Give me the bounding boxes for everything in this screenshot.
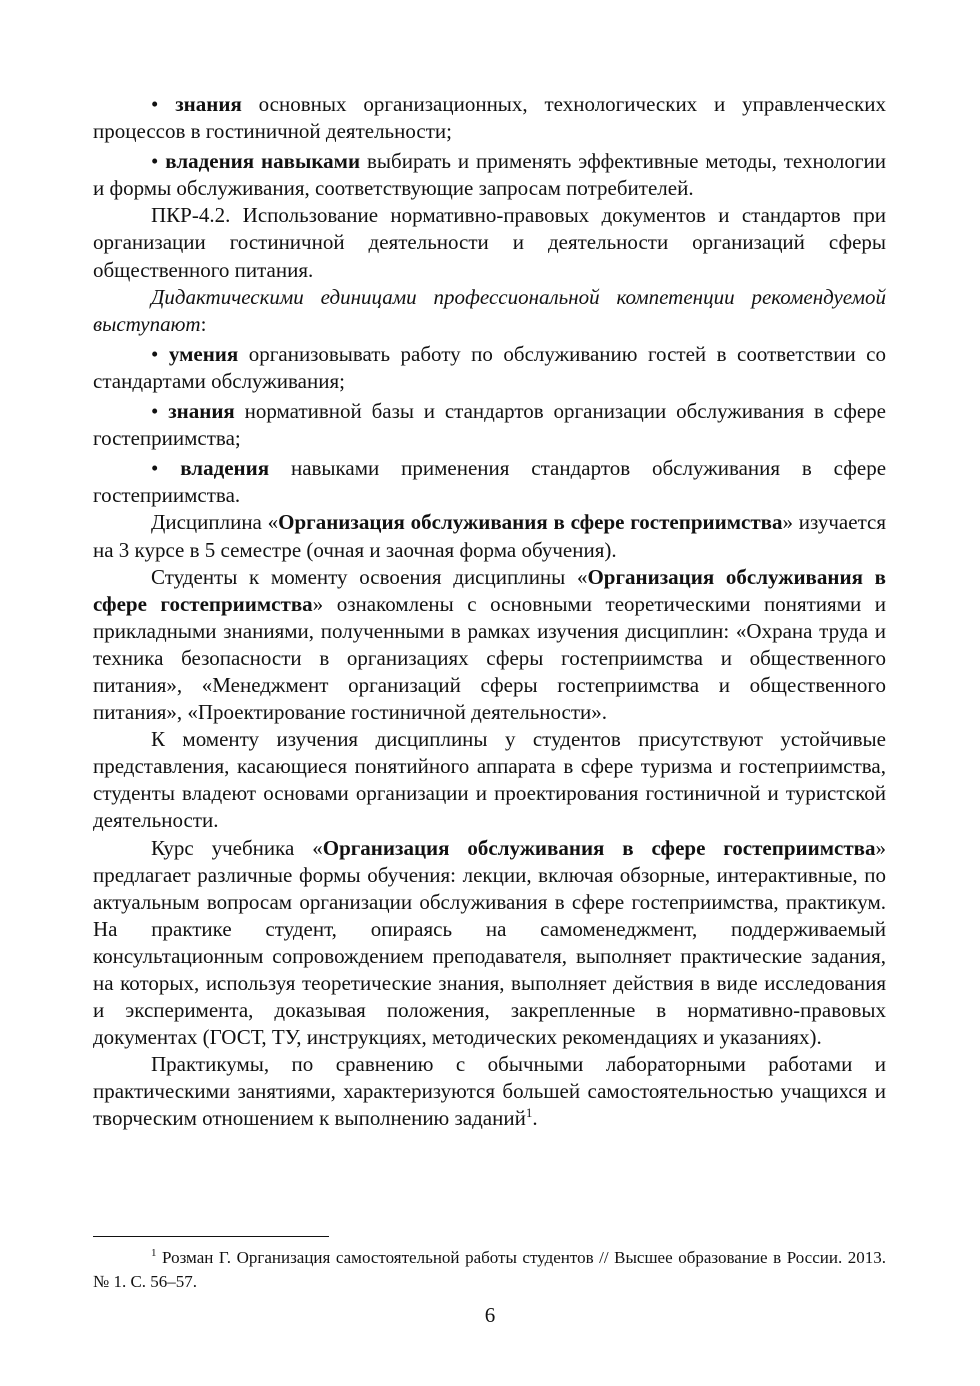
paragraph-students — [93, 564, 886, 727]
bullet-icon: • — [151, 341, 159, 366]
paragraph-text: К моменту изучения дисциплины у студентов присутствуют устойчивые представления, касающиеся понятийного аппарата в сфере туризма и гостеприимства, студенты владеют основами организации и проектирования гостиничной и туристской деятельности. — [93, 727, 886, 833]
paragraph-text: навыками применения стандартов обслуживания в сфере гостеприимства. — [93, 456, 887, 508]
bold-term: знания — [175, 92, 242, 116]
paragraph-bullet-mastery — [93, 455, 886, 509]
paragraph-bullet-knowledge-base — [93, 398, 886, 452]
paragraph-text: » изучается на 3 курсе в 5 семестре (очная и заочная форма обучения). — [93, 510, 886, 562]
bold-term: владения — [180, 456, 270, 481]
bold-term: владения навыками — [165, 149, 361, 174]
paragraph-practicums — [93, 1051, 886, 1132]
paragraph-text: Дисциплина « — [151, 510, 279, 535]
bullet-icon: • — [151, 92, 159, 116]
footnote-reference: 1 — [525, 1105, 533, 1121]
paragraph-course-forms — [93, 835, 886, 1052]
paragraph-discipline — [93, 509, 886, 563]
body-text — [93, 91, 886, 1133]
footnote-divider — [93, 1236, 329, 1237]
paragraph-didactic-units — [93, 284, 886, 338]
footnote-marker: 1 — [151, 1247, 157, 1259]
paragraph-text: Курс учебника « — [151, 835, 323, 860]
paragraph-text: Студенты к моменту освоения дисциплины « — [151, 564, 588, 589]
paragraph-bullet-knowledge — [93, 91, 886, 145]
paragraph-text: организовывать работу по обслуживанию гостей в соответствии со стандартами обслуживания; — [93, 341, 887, 393]
paragraph-bullet-skills — [93, 148, 886, 202]
paragraph-text: основных организационных, технологических и управленческих процессов в гостиничной деятельности; — [93, 92, 886, 144]
page-number: 6 — [484, 1303, 496, 1327]
course-title: Организация обслуживания в сфере гостеприимства — [93, 564, 886, 616]
paragraph-pkr-4-2 — [93, 202, 886, 283]
course-title: Организация обслуживания в сфере гостеприимства — [278, 510, 783, 535]
bold-term: знания — [168, 399, 235, 424]
paragraph-text: Практикумы, по сравнению с обычными лабораторными работами и практическими занятиями, характеризуются большей самостоятельностью учащихся и творческим отношением к выполнению заданий — [93, 1052, 886, 1131]
bullet-icon: • — [151, 399, 159, 424]
bold-term: умения — [168, 341, 239, 366]
bullet-icon: • — [151, 456, 159, 481]
period: . — [532, 1106, 538, 1131]
italic-text: Дидактическими единицами профессиональной компетенции рекомендуемой выступают — [93, 284, 886, 336]
paragraph-bullet-abilities — [93, 341, 886, 395]
paragraph-text: нормативной базы и стандартов организации обслуживания в сфере гостеприимства; — [93, 399, 887, 451]
footnote — [93, 1246, 886, 1294]
course-title: Организация обслуживания в сфере гостеприимства — [322, 835, 876, 860]
bullet-icon: • — [151, 149, 159, 174]
colon: : — [200, 311, 207, 336]
paragraph-text: » предлагает различные формы обучения: лекции, включая обзорные, интерактивные, по актуальным вопросам организации обслуживания в сфере гостеприимства, практикум. На практике студент, опираясь на самоменеджмент, поддерживаемый консультационным сопровождением преподавателя, выполняет практические задания, на которых, используя теоретические знания, выполняет действия в виде исследования и эксперимента, доказывая положения, закрепленные в нормативно-правовых документах (ГОСТ, ТУ, инструкциях, методических рекомендациях и указаниях). — [93, 835, 886, 1050]
paragraph-text: » ознакомлены с основными теоретическими понятиями и прикладными знаниями, полученными в рамках изучения дисциплин: «Охрана труда и техника безопасности в организациях сферы гостеприимства и общественного питания», «Менеджмент организаций сферы гостеприимства и общественного питания», «Проектирование гостиничной деятельности». — [93, 591, 886, 725]
footnote-text: Розман Г. Организация самостоятельной работы студентов // Высшее образование в России. 2013. № 1. С. 56–57. — [93, 1248, 886, 1291]
paragraph-text: ПКР-4.2. Использование нормативно-правовых документов и стандартов при организации гостиничной деятельности и деятельности организаций сферы общественного питания. — [93, 203, 886, 282]
paragraph-text: выбирать и применять эффективные методы, технологии и формы обслуживания, соответствующие запросам потребителей. — [93, 149, 886, 201]
paragraph-prior-knowledge — [93, 726, 886, 834]
